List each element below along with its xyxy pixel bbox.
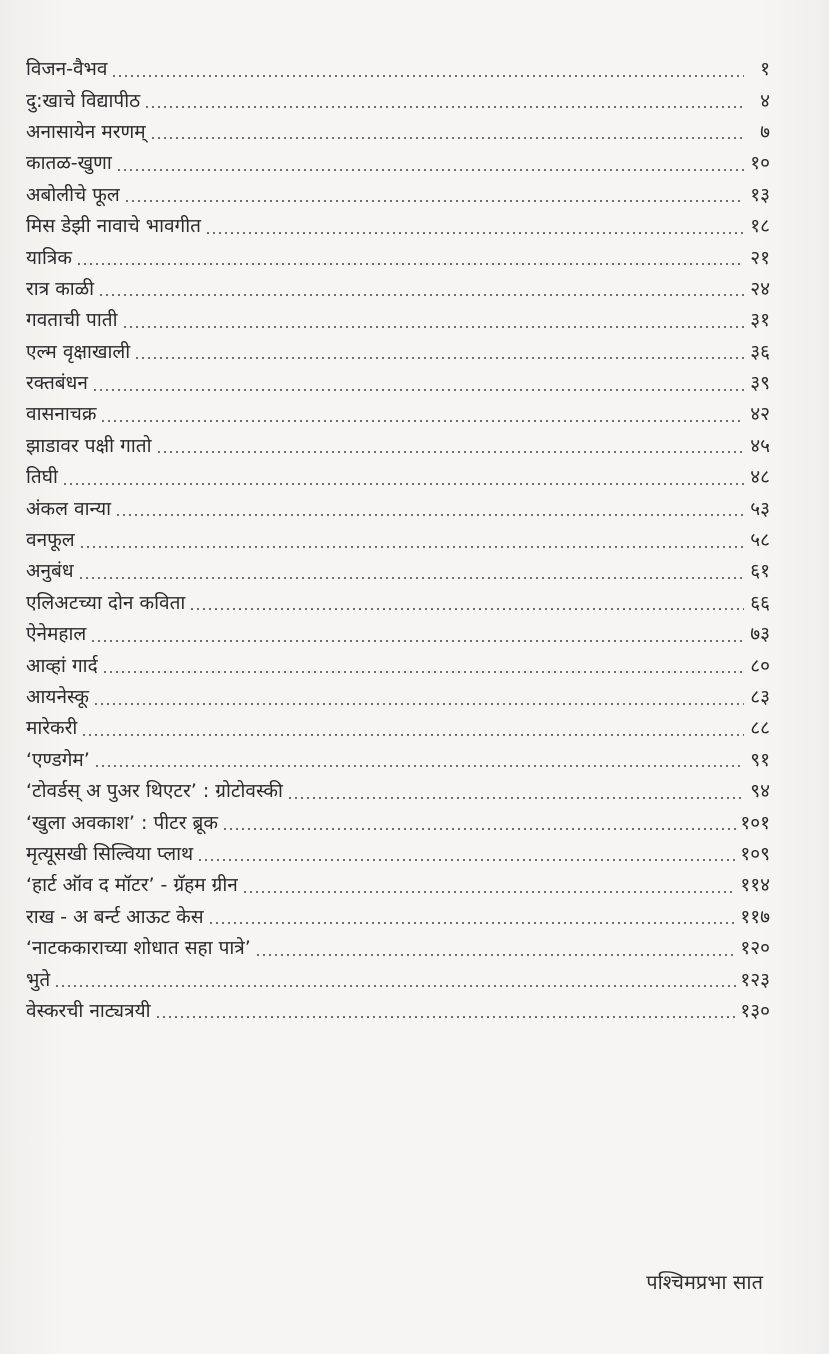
toc-entry-title: रात्र काळी <box>26 277 95 300</box>
toc-entry <box>26 368 770 399</box>
dot-leader <box>116 169 744 171</box>
toc-entry-page-number: ५८ <box>750 529 770 552</box>
toc-entry <box>26 964 770 995</box>
toc-entry-page-number: १० <box>750 152 770 175</box>
toc-entry <box>26 274 770 305</box>
toc-entry-title: ‘एण्डगेम’ <box>26 748 90 771</box>
toc-entry-page-number: ७३ <box>750 623 770 646</box>
toc-entry-page-number: २४ <box>750 277 770 300</box>
toc-entry-title: वेस्करची नाट्यत्रयी <box>26 999 151 1022</box>
toc-entry <box>26 431 770 462</box>
toc-entry-title: मारेकरी <box>26 717 78 740</box>
dot-leader <box>102 671 744 673</box>
toc-entry-title: ऐनेमहाल <box>26 623 87 646</box>
toc-entry-title: एल्म वृक्षाखाली <box>26 340 131 363</box>
toc-entry <box>26 180 770 211</box>
toc-entry-title: आव्हां गार्द <box>26 654 98 677</box>
toc-entry-page-number: ८८ <box>750 717 770 740</box>
dot-leader <box>124 200 744 202</box>
toc-entry-title: भुते <box>26 968 51 991</box>
toc-entry <box>26 933 770 964</box>
toc-entry <box>26 870 770 901</box>
table-of-contents <box>26 54 770 1027</box>
dot-leader <box>189 608 744 610</box>
toc-entry-title: अनासायेन मरणम् <box>26 120 146 143</box>
toc-entry-title: राख - अ बर्न्ट आऊट केस <box>26 905 204 928</box>
dot-leader <box>208 922 737 924</box>
dot-leader <box>111 75 744 77</box>
toc-entry <box>26 148 770 179</box>
toc-entry-title: अबोलीचे फूल <box>26 183 120 206</box>
toc-entry-title: आयनेस्कू <box>26 686 89 708</box>
toc-entry-page-number: १ <box>760 58 770 81</box>
toc-entry-page-number: १२३ <box>740 968 770 991</box>
toc-entry <box>26 807 770 838</box>
dot-leader <box>81 734 744 736</box>
dot-leader <box>134 357 744 359</box>
toc-entry <box>26 242 770 273</box>
toc-entry-title: तिघी <box>26 466 58 489</box>
dot-leader <box>222 828 736 830</box>
dot-leader <box>92 389 744 391</box>
toc-entry-page-number: ४५ <box>750 434 770 457</box>
toc-entry <box>26 556 770 587</box>
toc-entry-page-number: ८३ <box>750 686 770 708</box>
toc-entry-page-number: १०१ <box>740 811 770 834</box>
toc-entry <box>26 682 770 713</box>
toc-entry <box>26 54 770 85</box>
toc-entry-page-number: ६६ <box>750 591 770 614</box>
toc-entry-page-number: ४२ <box>750 403 770 426</box>
toc-entry-title: कातळ-खुणा <box>26 152 112 175</box>
toc-entry-page-number: ४ <box>760 89 770 112</box>
toc-entry-page-number: १८ <box>750 215 770 238</box>
toc-entry <box>26 650 770 681</box>
toc-entry <box>26 399 770 430</box>
dot-leader <box>144 106 744 108</box>
toc-entry-page-number: ५३ <box>750 497 770 520</box>
toc-entry <box>26 525 770 556</box>
toc-entry <box>26 713 770 744</box>
toc-entry <box>26 211 770 242</box>
toc-entry <box>26 337 770 368</box>
toc-entry-page-number: २१ <box>750 246 770 269</box>
dot-leader <box>197 859 736 861</box>
toc-entry <box>26 85 770 116</box>
dot-leader <box>255 954 737 956</box>
toc-entry-title: गवताची पाती <box>26 309 118 332</box>
toc-entry <box>26 996 770 1027</box>
dot-leader <box>90 640 744 642</box>
toc-entry-title: ‘हार्ट ऑव द मॉटर’ - ग्रॅहम ग्रीन <box>26 874 238 897</box>
dot-leader <box>150 137 744 139</box>
toc-entry-title: रक्तबंधन <box>26 372 88 395</box>
toc-entry-title: दु:खाचे विद्यापीठ <box>26 89 141 112</box>
toc-entry <box>26 305 770 336</box>
toc-entry-title: वनफूल <box>26 529 75 552</box>
toc-entry-title: झाडावर पक्षी गातो <box>26 434 152 457</box>
toc-entry-title: ‘खुला अवकाश’ : पीटर ब्रूक <box>26 811 218 834</box>
dot-leader <box>115 514 744 516</box>
toc-entry <box>26 776 770 807</box>
toc-entry-page-number: ११४ <box>740 874 770 897</box>
toc-entry-title: मृत्यूसखी सिल्विया प्लाथ <box>26 842 194 865</box>
dot-leader <box>287 797 744 799</box>
toc-entry <box>26 839 770 870</box>
dot-leader <box>205 232 744 234</box>
toc-entry-title: अंकल वान्या <box>26 497 112 520</box>
dot-leader <box>122 326 744 328</box>
dot-leader <box>100 420 744 422</box>
toc-entry-title: विजन-वैभव <box>26 58 108 81</box>
toc-entry-page-number: ११७ <box>740 905 770 928</box>
toc-entry-page-number: १३ <box>750 183 770 206</box>
dot-leader <box>79 546 744 548</box>
dot-leader <box>62 483 744 485</box>
toc-entry-page-number: १०९ <box>740 842 770 865</box>
dot-leader <box>76 263 744 265</box>
dot-leader <box>156 451 745 453</box>
dot-leader <box>78 577 744 579</box>
toc-entry <box>26 902 770 933</box>
toc-entry-page-number: ६१ <box>750 560 770 583</box>
toc-entry-page-number: ९४ <box>750 780 770 803</box>
toc-entry-title: अनुबंध <box>26 560 74 583</box>
toc-entry-page-number: १२० <box>740 937 770 960</box>
toc-entry-page-number: ३६ <box>750 340 770 363</box>
toc-entry-page-number: १३० <box>740 999 770 1022</box>
toc-entry-title: एलिअटच्या दोन कविता <box>26 591 186 614</box>
toc-entry-page-number: ३९ <box>750 372 770 395</box>
toc-entry <box>26 462 770 493</box>
toc-entry <box>26 493 770 524</box>
toc-entry-page-number: ३१ <box>750 309 770 332</box>
toc-entry-title: यात्रिक <box>26 246 72 269</box>
toc-entry <box>26 588 770 619</box>
toc-entry-page-number: ८० <box>750 654 770 677</box>
dot-leader <box>98 294 744 296</box>
toc-entry-title: ‘टोवर्डस् अ पुअर थिएटर’ : ग्रोटोवस्की <box>26 780 283 803</box>
toc-entry <box>26 117 770 148</box>
toc-entry-page-number: ९१ <box>750 748 770 771</box>
page-footer: पश्चिमप्रभा सात <box>646 1270 763 1294</box>
toc-entry-title: वासनाचक्र <box>26 403 97 426</box>
dot-leader <box>94 765 744 767</box>
dot-leader <box>242 891 737 893</box>
dot-leader <box>54 985 736 987</box>
dot-leader <box>155 1016 737 1018</box>
toc-entry <box>26 619 770 650</box>
toc-entry-page-number: ७ <box>760 120 770 143</box>
toc-entry-page-number: ४८ <box>750 466 770 489</box>
dot-leader <box>93 703 744 705</box>
toc-entry <box>26 745 770 776</box>
toc-entry-title: मिस डेझी नावाचे भावगीत <box>26 215 202 238</box>
toc-entry-title: ‘नाटककाराच्या शोधात सहा पात्रे’ <box>26 937 251 960</box>
